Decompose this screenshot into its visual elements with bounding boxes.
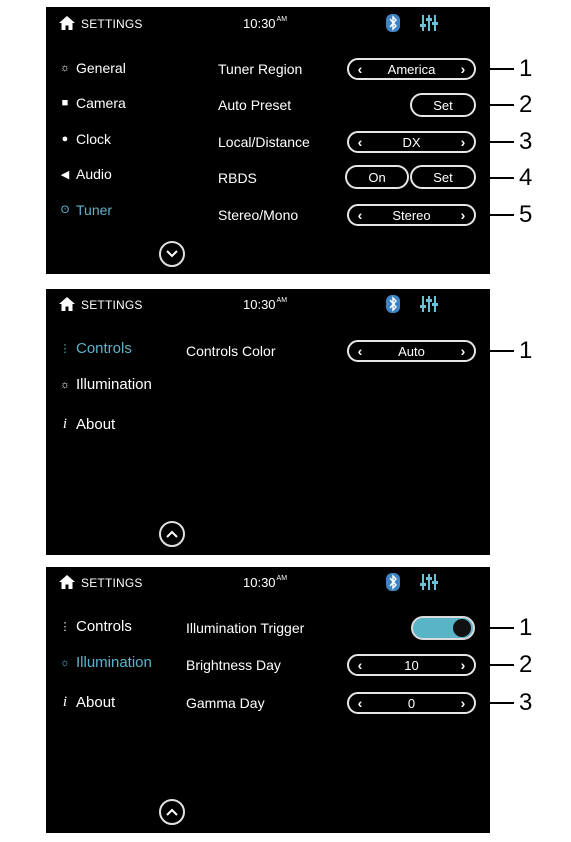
controls-color-selector[interactable]: ‹ Auto › <box>347 340 476 362</box>
nav-item-about[interactable]: i About <box>59 694 115 711</box>
callout-line <box>476 104 514 106</box>
nav-item-illumination[interactable]: ☼ Illumination <box>59 654 152 671</box>
callout-number: 1 <box>519 614 533 641</box>
nav-item-tuner[interactable]: ʘ Tuner <box>60 202 113 218</box>
controls-color-label: Controls Color <box>186 343 276 359</box>
chevron-right-icon[interactable]: › <box>460 695 466 711</box>
tuner-region-label: Tuner Region <box>218 61 303 77</box>
chevron-right-icon[interactable]: › <box>460 134 466 150</box>
rbds-label: RBDS <box>218 170 257 186</box>
settings-screen-illumination <box>46 567 490 833</box>
nav-item-controls[interactable]: ⋮ Controls <box>59 340 132 357</box>
home-icon[interactable] <box>59 16 75 30</box>
antenna-icon: ʘ <box>60 204 70 216</box>
callout-line <box>476 702 514 704</box>
brightness-day-selector[interactable]: ‹ 10 › <box>347 654 476 676</box>
nav-item-clock[interactable]: ● Clock <box>59 131 111 147</box>
bluetooth-icon[interactable] <box>386 14 400 32</box>
sun-icon: ☼ <box>59 378 71 391</box>
callout-number: 2 <box>519 91 533 118</box>
home-icon[interactable] <box>59 575 75 589</box>
nav-item-general[interactable]: ☼ General <box>59 60 126 76</box>
sun-icon: ☼ <box>59 656 71 669</box>
chevron-up-icon <box>166 808 178 816</box>
equalizer-icon[interactable] <box>420 574 438 590</box>
local-distance-selector[interactable]: ‹ DX › <box>347 131 476 153</box>
nav-item-camera[interactable]: ■ Camera <box>59 95 126 111</box>
clock-icon: ● <box>61 133 69 145</box>
rbds-set-button[interactable]: Set <box>410 165 476 189</box>
clock-time: $10:30^{AM}$ <box>243 297 288 312</box>
speaker-icon: ◀ <box>60 168 70 181</box>
clock-time: $10:30^{AM}$ <box>243 575 288 590</box>
vertical-dots-icon: ⋮ <box>59 343 71 355</box>
home-icon[interactable] <box>59 297 75 311</box>
nav-item-illumination[interactable]: ☼ Illumination <box>59 376 152 393</box>
chevron-right-icon[interactable]: › <box>460 207 466 223</box>
scroll-up-button[interactable] <box>159 799 185 825</box>
bluetooth-icon[interactable] <box>386 573 400 591</box>
callout-line <box>476 141 514 143</box>
chevron-left-icon[interactable]: ‹ <box>357 134 363 150</box>
callout-number: 3 <box>519 128 533 155</box>
callout-line <box>476 664 514 666</box>
nav-item-about[interactable]: i About <box>59 416 115 433</box>
chevron-right-icon[interactable]: › <box>460 343 466 359</box>
settings-screen-tuner <box>46 7 490 274</box>
gamma-day-label: Gamma Day <box>186 695 265 711</box>
page-title: SETTINGS <box>81 576 143 590</box>
callout-number: 2 <box>519 651 533 678</box>
info-icon: i <box>62 694 68 710</box>
callout-number: 4 <box>519 164 533 191</box>
info-icon: i <box>62 416 68 432</box>
chevron-left-icon[interactable]: ‹ <box>357 207 363 223</box>
chevron-right-icon[interactable]: › <box>460 657 466 673</box>
callout-number: 1 <box>519 55 533 82</box>
nav-item-controls[interactable]: ⋮ Controls <box>59 618 132 635</box>
auto-preset-label: Auto Preset <box>218 97 292 113</box>
local-distance-label: Local/Distance <box>218 134 310 150</box>
chevron-left-icon[interactable]: ‹ <box>357 695 363 711</box>
gear-icon: ☼ <box>59 62 71 74</box>
chevron-up-icon <box>166 530 178 538</box>
camera-icon: ■ <box>61 97 69 109</box>
chevron-down-icon <box>166 250 178 258</box>
bluetooth-icon[interactable] <box>386 295 400 313</box>
callout-line <box>476 627 514 629</box>
tuner-region-selector[interactable]: ‹ America › <box>347 58 476 80</box>
callout-number: 1 <box>519 337 533 364</box>
chevron-left-icon[interactable]: ‹ <box>357 343 363 359</box>
page-title: SETTINGS <box>81 298 143 312</box>
equalizer-icon[interactable] <box>420 15 438 31</box>
gamma-day-selector[interactable]: ‹ 0 › <box>347 692 476 714</box>
callout-line <box>476 214 514 216</box>
auto-preset-set-button[interactable]: Set <box>410 93 476 117</box>
rbds-on-button[interactable]: On <box>345 165 409 189</box>
page-title: SETTINGS <box>81 17 143 31</box>
nav-item-audio[interactable]: ◀ Audio <box>60 166 112 182</box>
stereo-mono-label: Stereo/Mono <box>218 207 299 223</box>
scroll-up-button[interactable] <box>159 521 185 547</box>
callout-number: 5 <box>519 201 533 228</box>
scroll-down-button[interactable] <box>159 241 185 267</box>
chevron-left-icon[interactable]: ‹ <box>357 61 363 77</box>
vertical-dots-icon: ⋮ <box>59 621 71 633</box>
callout-line <box>476 177 514 179</box>
callout-number: 3 <box>519 689 533 716</box>
toggle-knob <box>453 619 471 637</box>
chevron-left-icon[interactable]: ‹ <box>357 657 363 673</box>
callout-line <box>476 68 514 70</box>
equalizer-icon[interactable] <box>420 296 438 312</box>
clock-time: $10:30^{AM}$ <box>243 16 288 31</box>
chevron-right-icon[interactable]: › <box>460 61 466 77</box>
illumination-trigger-label: Illumination Trigger <box>186 620 305 636</box>
settings-screen-controls <box>46 289 490 555</box>
stereo-mono-selector[interactable]: ‹ Stereo › <box>347 204 476 226</box>
brightness-day-label: Brightness Day <box>186 657 281 673</box>
callout-line <box>476 350 514 352</box>
illumination-trigger-toggle[interactable] <box>411 616 475 640</box>
